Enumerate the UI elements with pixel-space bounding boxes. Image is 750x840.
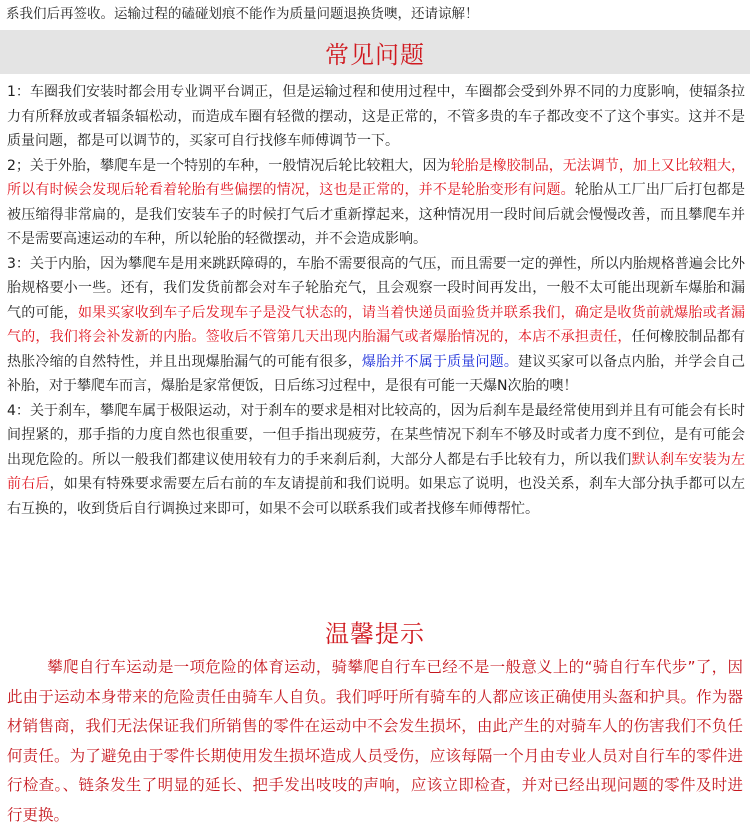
- faq-item-rim: [7, 80, 745, 154]
- faq-item-inner-tube-text-3: 建议买家可以备点内胎，并学会自己补胎，对于攀爬车而言，爆胎是家常便饭，日后练习过程中，是很有可能一天爆N次胎的噢！: [7, 353, 746, 394]
- faq-item-rim-text: 1：车圈我们安装时都会用专业调平台调正，但是运输过程和使用过程中，车圈都会受到外界不同的力度影响，使辐条拉力有所释放或者辐条辐松动，而造成车圈有轻微的摆动，这是正常的，不管多贵的车子都改变不了这个事实。这并不是质量问题，都是可以调节的，买家可自行找修车师傅调节一下。: [7, 84, 745, 149]
- shipping-notice: 系我们后再签收。运输过程的磕碰划痕不能作为质量问题退换货噢，还请谅解！: [6, 6, 479, 22]
- faq-item-inner-tube: [7, 252, 745, 399]
- faq-item-outer-tire-highlight: 轮胎是橡胶制品，无法调节，加上又比较粗大，所以有时候会发现后轮看着轮胎有些偏摆的情况，这也是正常的，并不是轮胎变形有问题。: [7, 157, 746, 198]
- faq-item-brake-highlight: 默认刹车安装为左前右后: [7, 451, 745, 492]
- faq-list: [7, 80, 745, 521]
- faq-item-outer-tire-text: 2；关于外胎，攀爬车是一个特别的车种，一般情况后轮比较粗大，因为: [7, 157, 451, 174]
- faq-item-inner-tube-highlight: 如果买家收到车子后发现车子是没气状态的，请当着快递员面验货并联系我们，确定是收货前就爆胎或者漏气的，我们将会补发新的内胎。签收后不管第几天出现内胎漏气或者爆胎情况的，本店不承担责任，: [7, 304, 746, 345]
- faq-item-brake: [7, 399, 745, 522]
- faq-heading: 常见问题: [325, 40, 425, 69]
- faq-item-inner-tube-text: 3：关于内胎，因为攀爬车是用来跳跃障碍的，车胎不需要很高的气压，而且需要一定的弹性，所以内胎规格普遍会比外胎规格要小一些。还有，我们发货前都会对车子轮胎充气，且会观察一段时间再发出，一般不太可能出现新车爆胎和漏气的可能，: [7, 255, 745, 321]
- tips-text: 攀爬自行车运动是一项危险的体育运动，骑攀爬自行车已经不是一般意义上的“骑自行车代步”了，因此由于运动本身带来的危险责任由骑车人自负。我们呼吁所有骑车的人都应该正确使用头盔和护具。作为器材销售商，我们无法保证我们所销售的零件在运动中不会发生损坏，由此产生的对骑车人的伤害我们不负任何责任。为了避免由于零件长期使用发生损坏造成人员受伤，应该每隔一个月由专业人员对自行车的零件进行检查。、链条发生了明显的延长、把手发出吱吱的声响，应该立即检查，并对已经出现问题的零件及时进行更换。: [7, 658, 743, 824]
- faq-banner: [0, 30, 750, 74]
- faq-item-inner-tube-blue-note: 爆胎并不属于质量问题。: [361, 353, 519, 370]
- faq-item-brake-text-2: ，如果有特殊要求需要左后右前的车友请提前和我们说明。如果忘了说明，也没关系，刹车大部分执手都可以左右互换的，收到货后自行调换过来即可，如果不会可以联系我们或者找修车师傅帮忙。: [7, 476, 746, 517]
- faq-item-brake-text: 4：关于刹车，攀爬车属于极限运动，对于刹车的要求是相对比较高的，因为后刹车是最经常使用到并且有可能会有长时间捏紧的，那手指的力度自然也很重要，一但手指出现疲劳，在某些情况下刹车不够及时或者力度不到位，是有可能会出现危险的。所以一般我们都建议使用较有力的手来刹后刹，大部分人都是右手比较有力，所以我们: [7, 402, 745, 468]
- faq-item-inner-tube-text-2: 任何橡胶制品都有热胀冷缩的自然特性，并且出现爆胎漏气的可能有很多，: [7, 329, 745, 370]
- faq-item-outer-tire: [7, 154, 745, 252]
- faq-item-outer-tire-text-2: 轮胎从工厂出厂后打包都是被压缩得非常扁的，是我们安装车子的时候打气后才重新撑起来，这种情况用一段时间后就会慢慢改善，而且攀爬车并不是需要高速运动的车种，所以轮胎的轻微摆动，并不会造成影响。: [7, 182, 745, 247]
- tips-heading: 温馨提示: [325, 620, 425, 648]
